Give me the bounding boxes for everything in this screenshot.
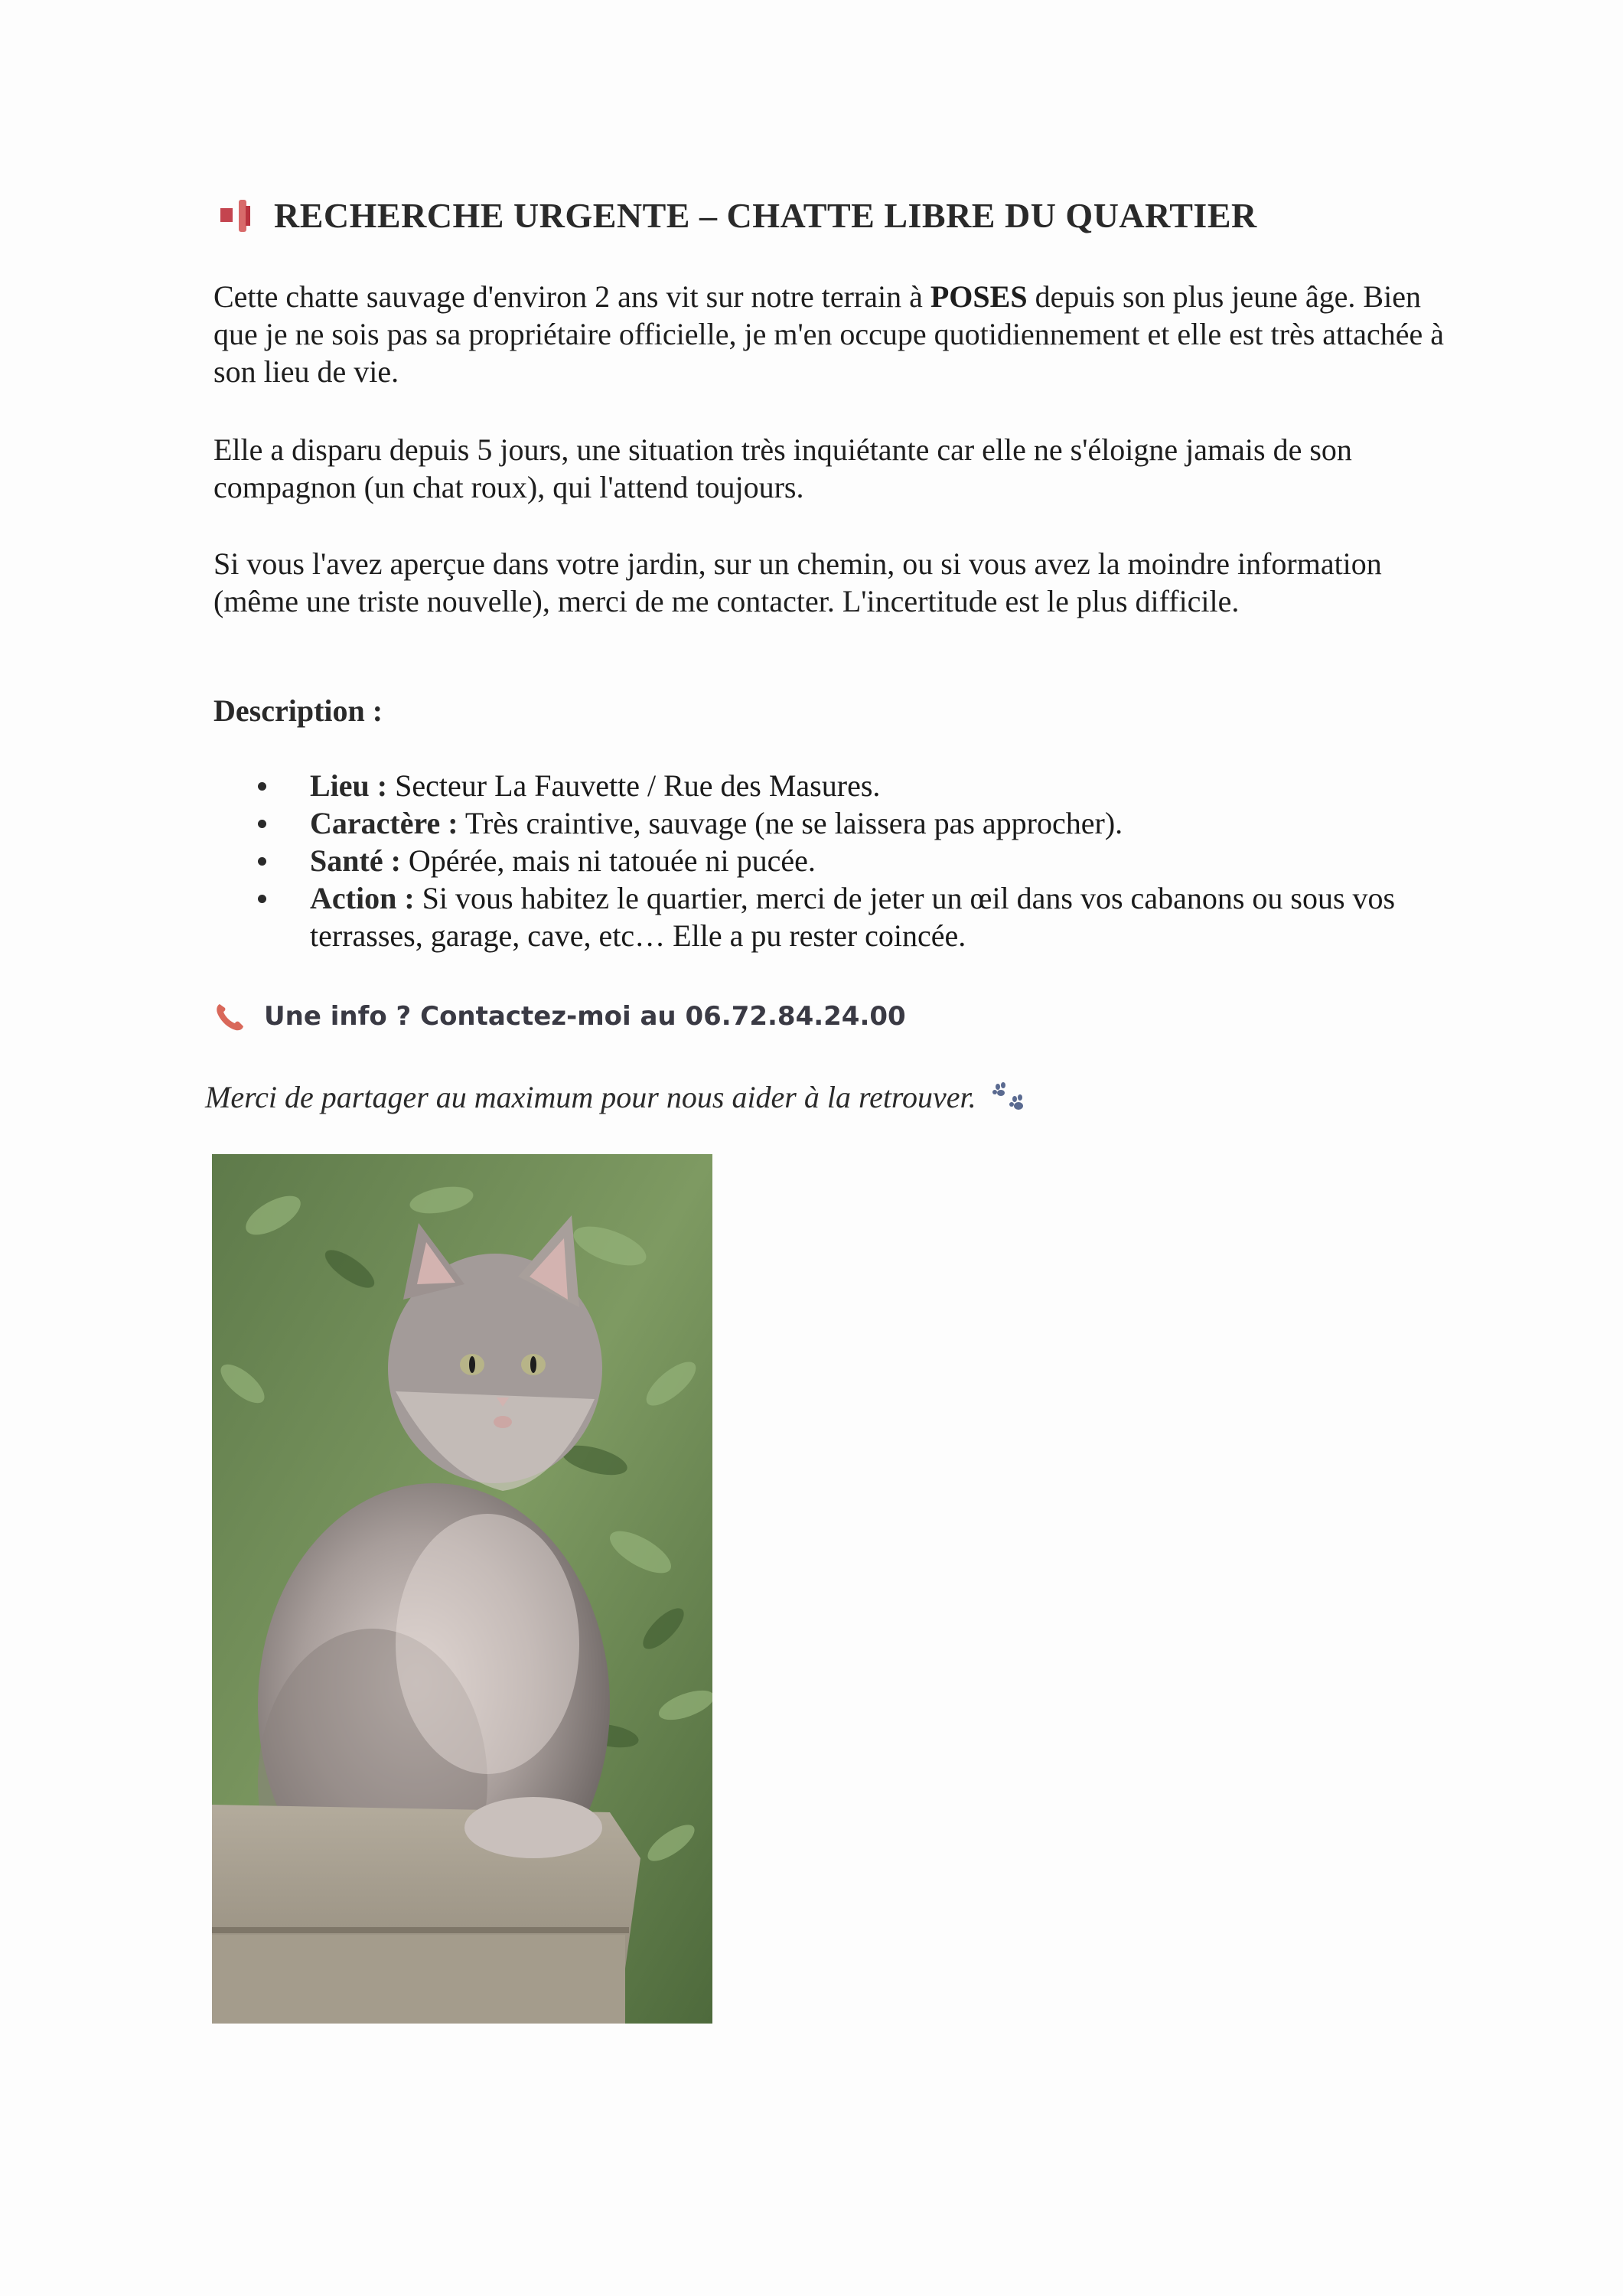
list-item: [256, 804, 1450, 842]
bullet-icon: [258, 820, 266, 828]
cat-photo: [212, 1154, 712, 2024]
detail-text: Secteur La Fauvette / Rue des Masures.: [387, 768, 881, 803]
intro-text-end: depuis son plus jeune âge. Bien que je ne sois pas sa propriétaire officielle, je m'en occupe quotidiennement et elle est très attachée à son lieu de vie.: [213, 279, 1445, 389]
intro-text-start: Cette chatte sauvage d'environ 2 ans vit sur notre terrain à: [213, 279, 930, 314]
detail-text: Si vous habitez le quartier, merci de jeter un œil dans vos cabanons ou sous vos terrasses, garage, cave, etc… Elle a pu rester coincée.: [310, 881, 1396, 953]
description-heading: Description :: [213, 693, 383, 728]
list-item: [256, 879, 1450, 954]
detail-text: Très craintive, sauvage (ne se laissera pas approcher).: [458, 806, 1123, 840]
closing-text: Merci de partager au maximum pour nous aider à la retrouver.: [205, 1080, 976, 1114]
detail-label: Caractère :: [310, 806, 458, 840]
contact-line: [213, 1000, 906, 1033]
bullet-icon: [258, 857, 266, 866]
detail-label: Action :: [310, 881, 415, 915]
appeal-paragraph: Si vous l'avez aperçue dans votre jardin, sur un chemin, ou si vous avez la moindre information (même une triste nouvelle), merci de me contacter. L'incertitude est le plus difficile.: [213, 546, 1382, 618]
disappearance-paragraph: Elle a disparu depuis 5 jours, une situation très inquiétante car elle ne s'éloigne jamais de son compagnon (un chat roux), qui l'attend toujours.: [213, 432, 1352, 504]
list-item: [256, 842, 1450, 879]
telephone-icon: [213, 1000, 247, 1033]
detail-text: Opérée, mais ni tatouée ni pucée.: [400, 843, 816, 878]
description-list: [256, 767, 1450, 954]
closing-line: [205, 1079, 1027, 1115]
detail-label: Santé :: [310, 843, 401, 878]
intro-paragraph: [213, 278, 1453, 390]
alarm-light-icon: [220, 200, 256, 232]
title-text: RECHERCHE URGENTE – CHATTE LIBRE DU QUARTIER: [274, 196, 1257, 235]
list-item: [256, 767, 1450, 804]
paw-prints-icon: [992, 1082, 1027, 1113]
town-name: POSES: [930, 279, 1028, 314]
bullet-icon: [258, 782, 266, 791]
contact-text: Une info ? Contactez-moi au 06.72.84.24.00: [264, 1001, 906, 1032]
detail-label: Lieu :: [310, 768, 388, 803]
bullet-icon: [258, 895, 266, 903]
flyer-title: [220, 195, 1257, 236]
